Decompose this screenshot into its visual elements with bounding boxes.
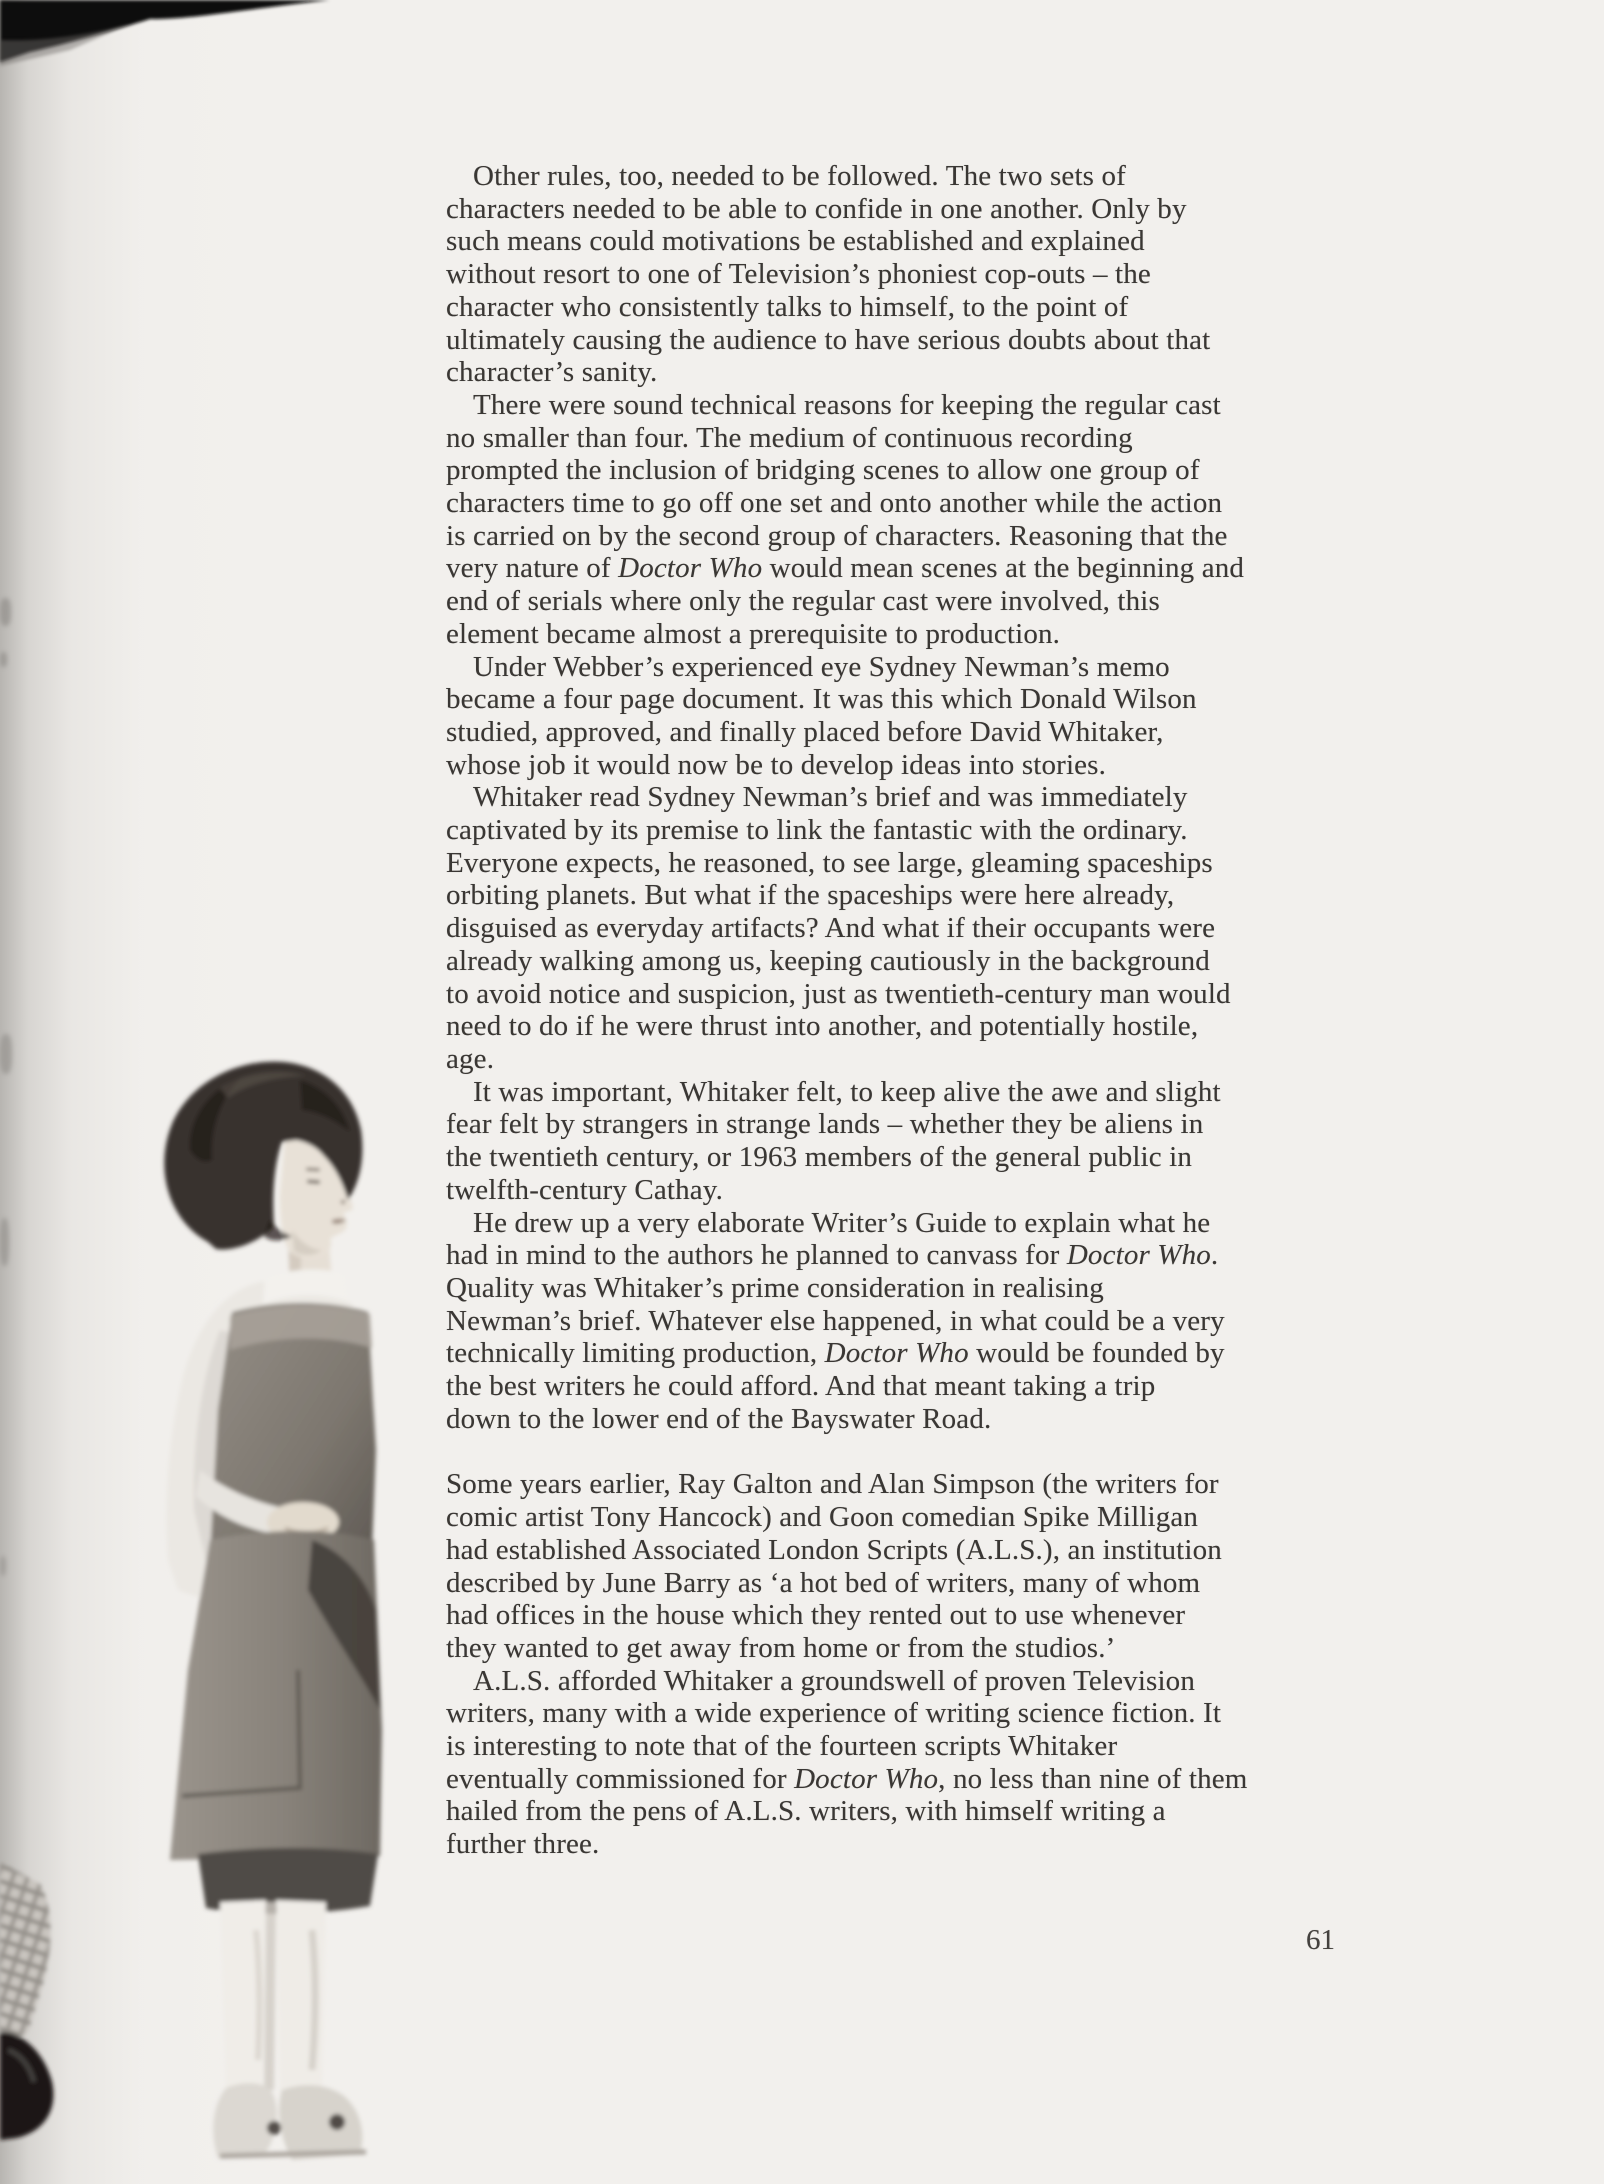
text-line: end of serials where only the regular cast were involved, this (446, 585, 1160, 618)
text-line: Under Webber’s experienced eye Sydney Newman’s memo (473, 650, 1170, 683)
text-line: the twentieth century, or 1963 members of the general public in (446, 1141, 1193, 1174)
text-line: to avoid notice and suspicion, just as twentieth-century man would (446, 977, 1231, 1010)
dark-shoe (0, 2032, 53, 2140)
text-line: ultimately causing the audience to have serious doubts about that (446, 323, 1211, 356)
text-line: had established Associated London Scripts (A.L.S.), an institution (446, 1533, 1222, 1566)
text-line: character who consistently talks to himself, to the point of (446, 290, 1129, 323)
text-line: became a four page document. It was this which Donald Wilson (446, 683, 1197, 716)
text-line: A.L.S. afforded Whitaker a groundswell of proven Television (473, 1664, 1195, 1697)
page-number: 61 (1306, 1924, 1335, 1956)
text-line: writers, many with a wide experience of writing science fiction. It (446, 1697, 1222, 1730)
text-line: very nature of Doctor Who would mean scenes at the beginning and (446, 552, 1245, 585)
text-line: whose job it would now be to develop ideas into stories. (446, 748, 1107, 781)
text-line: characters time to go off one set and onto another while the action (446, 487, 1223, 520)
shoe (279, 2085, 362, 2160)
text-line: Newman’s brief. Whatever else happened, in what could be a very (446, 1304, 1225, 1337)
text-line: fear felt by strangers in strange lands – whether they be aliens in (446, 1108, 1204, 1141)
text-line: studied, approved, and finally placed before David Whitaker, (446, 715, 1164, 748)
text-line: such means could motivations be established and explained (446, 225, 1145, 258)
text-line: the best writers he could afford. And that meant taking a trip (446, 1370, 1156, 1403)
text-line: described by June Barry as ‘a hot bed of writers, many of whom (446, 1566, 1201, 1599)
text-line: technically limiting production, Doctor Who would be founded by (446, 1337, 1225, 1370)
body-text (446, 160, 1351, 1861)
paragraph (446, 781, 1351, 1075)
paragraph (446, 1468, 1351, 1664)
text-line: age. (446, 1042, 495, 1075)
scan-smudge (0, 1218, 9, 1266)
text-line: Everyone expects, he reasoned, to see large, gleaming spaceships (446, 846, 1213, 879)
text-line: prompted the inclusion of bridging scenes to allow one group of (446, 454, 1200, 487)
text-line: no smaller than four. The medium of continuous recording (446, 421, 1133, 454)
text-line: captivated by its premise to link the fantastic with the ordinary. (446, 814, 1188, 847)
text-line: element became almost a prerequisite to production. (446, 617, 1061, 650)
checked-trousers-photo-fragment (0, 1820, 160, 2184)
text-line: down to the lower end of the Bayswater Road. (446, 1402, 992, 1435)
paragraph (446, 389, 1351, 651)
text-line: He drew up a very elaborate Writer’s Guide to explain what he (473, 1206, 1211, 1239)
text-line: It was important, Whitaker felt, to keep alive the awe and slight (473, 1075, 1221, 1108)
text-line: need to do if he were thrust into another, and potentially hostile, (446, 1010, 1199, 1043)
paragraph (446, 1665, 1351, 1861)
paragraph (446, 651, 1351, 782)
text-line: disguised as everyday artifacts? And what if their occupants were (446, 912, 1216, 945)
text-line: characters needed to be able to confide in one another. Only by (446, 192, 1187, 225)
paragraph (446, 1207, 1351, 1436)
text-line: had offices in the house which they rented out to use whenever (446, 1599, 1186, 1632)
scan-smudge (0, 1556, 6, 1576)
scan-smudge (0, 1034, 12, 1074)
text-line: hailed from the pens of A.L.S. writers, with himself writing a (446, 1795, 1166, 1828)
text-line: Quality was Whitaker’s prime consideration in realising (446, 1271, 1104, 1304)
text-line: orbiting planets. But what if the spaceships were here already, (446, 879, 1175, 912)
plaid-trouser-leg (0, 1862, 50, 2048)
text-line: twelfth-century Cathay. (446, 1173, 723, 1206)
text-line: they wanted to get away from home or from the studios.’ (446, 1631, 1116, 1664)
text-line: is interesting to note that of the fourteen scripts Whitaker (446, 1730, 1118, 1763)
corner-scan-mark (0, 0, 340, 90)
text-line: comic artist Tony Hancock) and Goon comedian Spike Milligan (446, 1501, 1199, 1534)
text-line: eventually commissioned for Doctor Who, no less than nine of them (446, 1762, 1248, 1795)
text-line: without resort to one of Television’s phoniest cop-outs – the (446, 258, 1151, 291)
scan-smudge (0, 652, 7, 667)
text-line: Whitaker read Sydney Newman’s brief and was immediately (473, 781, 1188, 814)
text-line: is carried on by the second group of characters. Reasoning that the (446, 519, 1228, 552)
paragraph (446, 160, 1351, 389)
scan-smudge (0, 598, 11, 626)
paragraph (446, 1076, 1351, 1207)
text-line: had in mind to the authors he planned to canvass for Doctor Who. (446, 1239, 1219, 1272)
text-line: There were sound technical reasons for keeping the regular cast (473, 388, 1221, 421)
text-line: character’s sanity. (446, 356, 658, 389)
text-line: already walking among us, keeping cautiously in the background (446, 944, 1210, 977)
text-line: Some years earlier, Ray Galton and Alan Simpson (the writers for (446, 1468, 1219, 1501)
text-line: Other rules, too, needed to be followed. The two sets of (473, 160, 1126, 192)
text-line: further three. (446, 1828, 600, 1861)
shoe (213, 2083, 276, 2158)
